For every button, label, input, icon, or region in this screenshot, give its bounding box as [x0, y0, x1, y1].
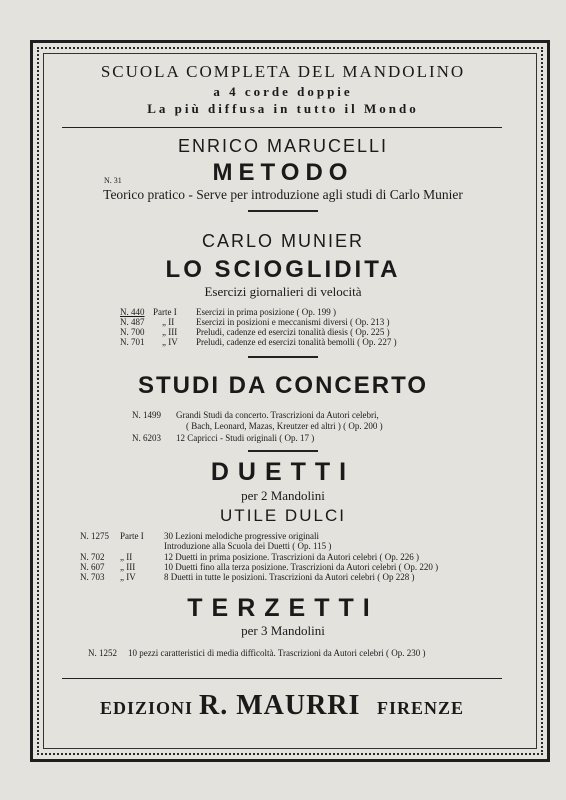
studi-divider [248, 450, 318, 452]
list-item-desc: 12 Capricci - Studi originali ( Op. 17 ) [176, 433, 315, 443]
list-item-desc: Esercizi in prima posizione ( Op. 199 ) [196, 307, 336, 317]
list-item-desc: Introduzione alla Scuola dei Duetti ( Op. 115 ) [164, 541, 332, 551]
list-item-number: N. 607 [80, 562, 105, 572]
list-item-desc: 12 Duetti in prima posizione. Trascrizioni da Autori celebri ( Op. 226 ) [164, 552, 419, 562]
list-item-part: „ II [120, 552, 133, 562]
scioglidita-divider [248, 356, 318, 358]
header-tagline: La più diffusa in tutto il Mondo [147, 101, 419, 116]
list-item-desc: Grandi Studi da concerto. Trascrizioni da Autori celebri, [176, 410, 379, 420]
list-item-desc: 10 Duetti fino alla terza posizione. Trascrizioni da Autori celebri ( Op. 220 ) [164, 562, 439, 572]
list-item-part: „ IV [120, 572, 136, 582]
duetti-title: DUETTI [210, 458, 356, 486]
list-item-number: N. 487 [120, 317, 145, 327]
metodo-title: METODO [212, 159, 354, 186]
metodo-subtitle: Teorico pratico - Serve per introduzione agli studi di Carlo Munier [103, 187, 463, 202]
list-item-part: „ III [162, 327, 178, 337]
scioglidita-title: LO SCIOGLIDITA [165, 256, 401, 283]
list-item-number: N. 1275 [80, 531, 109, 541]
scioglidita-author: CARLO MUNIER [201, 231, 364, 251]
metodo-author: ENRICO MARUCELLI [177, 136, 389, 156]
list-item-number: N. 700 [120, 327, 145, 337]
list-item-desc: Preludi, cadenze ed esercizi tonalità bemolli ( Op. 227 ) [196, 337, 397, 347]
list-item-desc: 30 Lezioni melodiche progressive originali [164, 531, 319, 541]
footer-publisher-prefix: EDIZIONI [100, 698, 194, 718]
metodo-divider [248, 210, 318, 212]
terzetti-title: TERZETTI [187, 594, 379, 622]
list-item-number: N. 1499 [132, 410, 161, 420]
list-item-part: Parte I [153, 307, 177, 317]
terzetti-subtitle: per 3 Mandolini [241, 623, 325, 638]
footer-divider [62, 678, 502, 679]
footer-city: FIRENZE [377, 698, 465, 718]
terzetti-number: N. 1252 [88, 648, 117, 658]
studi-title: STUDI DA CONCERTO [137, 372, 428, 399]
list-item-part: Parte I [120, 531, 144, 541]
list-item-number: N. 703 [80, 572, 105, 582]
scioglidita-subtitle: Esercizi giornalieri di velocità [204, 284, 362, 299]
list-item-number: N. 440 [120, 307, 145, 317]
header-divider [62, 127, 502, 128]
metodo-number: N. 31 [104, 176, 122, 185]
list-item-desc: 8 Duetti in tutte le posizioni. Trascrizioni da Autori celebri ( Op 228 ) [164, 572, 415, 582]
list-item-desc: Esercizi in posizioni e meccanismi diversi ( Op. 213 ) [196, 317, 390, 327]
list-item-desc: ( Bach, Leonard, Mazas, Kreutzer ed altri ) ( Op. 200 ) [186, 421, 383, 431]
footer-publisher-name: R. MAURRI [199, 690, 361, 721]
list-item-part: „ III [120, 562, 136, 572]
header-title: SCUOLA COMPLETA DEL MANDOLINO [100, 62, 466, 81]
list-item-number: N. 6203 [132, 433, 161, 443]
header-subtitle: a 4 corde doppie [213, 84, 353, 99]
list-item-number: N. 702 [80, 552, 105, 562]
list-item-desc: Preludi, cadenze ed esercizi tonalità diesis ( Op. 225 ) [196, 327, 390, 337]
terzetti-desc: 10 pezzi caratteristici di media difficoltà. Trascrizioni da Autori celebri ( Op. 230 ) [128, 648, 426, 658]
list-item-part: „ IV [162, 337, 178, 347]
list-item-number: N. 701 [120, 337, 145, 347]
duetti-series: UTILE DULCI [220, 506, 346, 525]
list-item-part: „ II [162, 317, 175, 327]
duetti-subtitle: per 2 Mandolini [241, 488, 325, 503]
inner-border [43, 53, 537, 749]
